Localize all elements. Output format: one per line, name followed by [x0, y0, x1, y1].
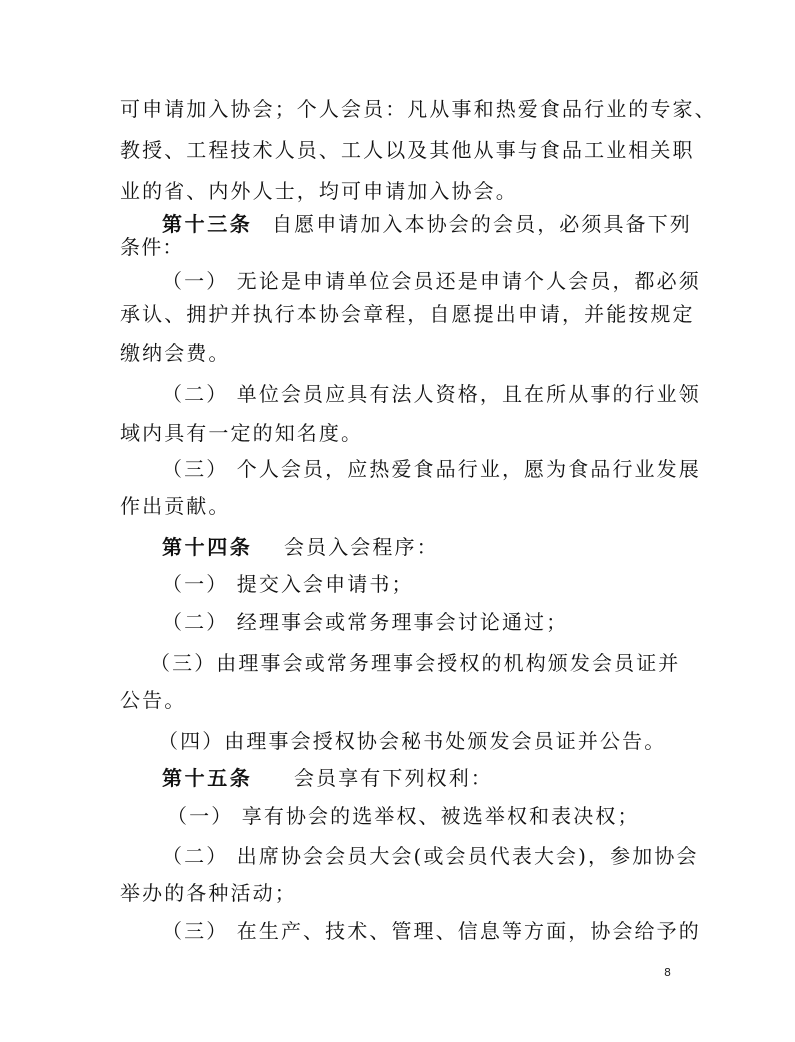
text-line: （三）由理事会或常务理事会授权的机构颁发会员证并 — [150, 651, 681, 675]
text-line: 条件： — [120, 235, 184, 259]
text-line: 可申请加入协会；个人会员：凡从事和热爱食品行业的专家、 — [120, 97, 717, 121]
article-15-heading: 第十五条 — [162, 766, 253, 790]
text-line: 会员入会程序： — [284, 535, 439, 559]
text-line: （四）由理事会授权协会秘书处颁发会员证并公告。 — [158, 729, 667, 753]
text-line: 缴纳会费。 — [120, 341, 231, 365]
text-line: （二） 经理事会或常务理事会讨论通过； — [162, 610, 569, 634]
text-line: 会员享有下列权利： — [294, 766, 493, 790]
page-number: 8 — [664, 966, 671, 979]
text-line: 教授、工程技术人员、工人以及其他从事与食品工业相关职 — [120, 138, 695, 162]
text-line: 域内具有一定的知名度。 — [120, 421, 364, 445]
text-line: （二） 单位会员应具有法人资格，且在所从事的行业领 — [162, 382, 701, 406]
text-line: （一） 无论是申请单位会员还是申请个人会员，都必须 — [162, 269, 701, 293]
text-line: （三） 个人会员，应热爱食品行业，愿为食品行业发展 — [162, 457, 701, 481]
text-line: （三） 在生产、技术、管理、信息等方面，协会给予的 — [162, 919, 701, 943]
text-line: （一） 提交入会申请书； — [162, 572, 414, 596]
text-line: （一） 享有协会的选举权、被选举权和表决权； — [167, 804, 640, 828]
text-line: 自愿申请加入本协会的会员，必须具备下列 — [272, 212, 692, 236]
text-line: 业的省、内外人士，均可申请加入协会。 — [120, 179, 518, 203]
text-line: 公告。 — [120, 688, 187, 712]
text-line: 作出贡献。 — [120, 494, 231, 518]
article-14-heading: 第十四条 — [162, 535, 253, 559]
text-line: 举办的各种活动； — [120, 881, 297, 905]
text-line: （二） 出席协会会员大会(或会员代表大会)，参加协会 — [162, 844, 699, 868]
text-line: 承认、拥护并执行本协会章程，自愿提出申请，并能按规定 — [120, 302, 695, 326]
article-13-heading: 第十三条 — [162, 212, 253, 236]
